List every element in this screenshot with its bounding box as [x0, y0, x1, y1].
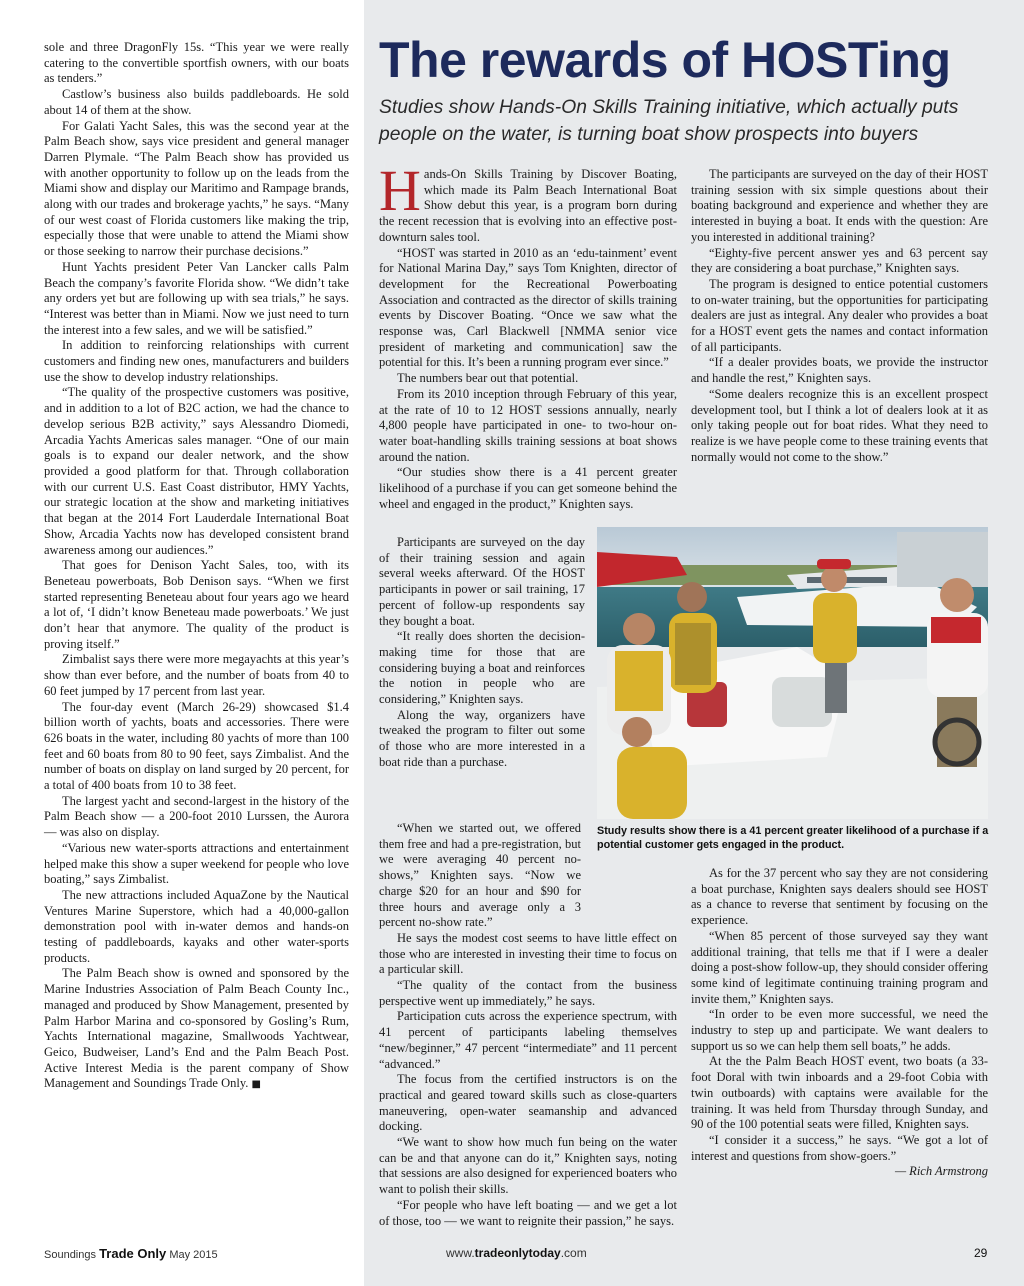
article-subtitle: Studies show Hands-On Skills Training initiative, which actually puts people on the water, is turning boat show prospects into buyers: [379, 97, 959, 145]
mid-paragraph: “HOST was started in 2010 as an ‘edu-tainment’ event for National Marina Day,” says Tom Knighten, director of development for the Recreational Powerboating Association and contracted as the director of skills training events by Discover Boating. “Once we saw what the response was, Carl Blackwell [NMMA senior vice president of marketing and communication] saw the potential for this. It’s been a running program ever since.”: [379, 245, 677, 370]
left-paragraph: Zimbalist says there were more megayachts at this year’s show than ever before, and the number of boats from 40 to 60 feet jumped by 17 percent from last year.: [44, 652, 349, 698]
mid-bottom-paragraph: “The quality of the contact from the business perspective went up immediately,” he says.: [379, 978, 677, 1008]
right-bottom-paragraph: “When 85 percent of those surveyed say they want additional training, that tells me that if I were a dealer doing a post-show follow-up, they should consider offering some kind of legitimate continuing training program and invite them,” Knighten says.: [691, 928, 988, 1006]
mid-narrow-paragraph: Along the way, organizers have tweaked the program to filter out some of those who are more interested in a boat ride than a purchase.: [379, 707, 585, 769]
page-number: 29: [974, 1246, 988, 1260]
first-paragraph-text: ands-On Skills Training by Discover Boating, which made its Palm Beach International Boat Show debut this year, is a program born during the recent recession that is evolving into an effective post-downturn sales tool.: [379, 167, 677, 244]
right-bottom-paragraph: “In order to be even more successful, we need the industry to step up and participate. We want dealers to support us so we can help them sell boats,” he adds.: [691, 1007, 988, 1053]
first-paragraph: [379, 158, 677, 246]
footer-url[interactable]: [446, 1246, 587, 1260]
left-paragraph: Hunt Yachts president Peter Van Lancker calls Palm Beach the company’s favorite Florida show. “We didn’t take any orders yet but are following up with sea trials,” he says. “Interest was better than in Miami. Now we just need to turn the interest into a few sales, and we will be satisfied.”: [44, 259, 349, 337]
footer-issue: May 2015: [169, 1249, 218, 1261]
right-paragraph: The program is designed to entice potential customers to on-water training, but the opportunities for participating dealers are just as integral. Any dealer who provides a boat for a HOST event gets the names and contact information of all participants.: [691, 276, 988, 354]
end-mark-icon: ■: [251, 1079, 261, 1091]
article-column-middle-narrow: [379, 535, 585, 771]
footer-publication: [44, 1246, 218, 1261]
left-paragraph: sole and three DragonFly 15s. “This year we were really catering to the convertible sportfish owners, with our boats as tenders.”: [44, 40, 349, 86]
right-paragraph: “Eighty-five percent answer yes and 63 percent say they are considering a boat purchase,” Knighten says.: [691, 245, 988, 276]
article-title: The rewards of HOSTing: [379, 32, 951, 88]
left-paragraph: For Galati Yacht Sales, this was the second year at the Palm Beach show, says vice president and general manager Darren Plymale. “The Palm Beach show has provided us with another opportunity to follow up on the leads from the Miami show and display our Maritimo and Rampage brands, along with our trades and brokerage yachts,” he says. “Many of our west coast of Florida customers like making the trip, especially those that were unable to attend the Miami show or those seeking to narrow their purchase decisions.”: [44, 118, 349, 259]
article-column-right: [691, 167, 988, 465]
boat-training-photo: [597, 527, 988, 819]
left-paragraph: The largest yacht and second-largest in the history of the Palm Beach show — a 200-foot 2010 Lurssen, the Aurora — was also on display.: [44, 793, 349, 840]
mid-bottom-paragraph: “We want to show how much fun being on the water can be and that anyone can do it,” Knighten says, noting that sessions are also designed for experienced boaters who want to polish their skills.: [379, 1135, 677, 1197]
article-column-right-bottom: [691, 866, 988, 1180]
mid-bottom-paragraph: “When we started out, we offered them free and had a pre-registration, but we were averaging 40 percent no-shows,” Knighten says. “Now we charge $20 for an hour and $90 for three hours and average only a 3 percent no-show rate.”: [379, 821, 581, 930]
left-paragraph: “The quality of the prospective customers was positive, and in addition to a lot of B2C action, we had the chance to develop serious B2B activity,” says Alessandro Diomedi, Arcadia Yachts Americas sales manager. “One of our main goals is to expand our dealer network, and the show provided a good platform for that. Through collaboration with our current U.S. East Coast distributor, HMY Yachts, our strategic location at the show and marketing initiatives that began at the 2014 Fort Lauderdale International Boat Show, Arcadia Yachts now has developed consistent brand awareness among our audiences.”: [44, 385, 349, 557]
footer-brand: Trade Only: [99, 1246, 167, 1261]
footer-url-domain: tradeonlytoday: [474, 1246, 561, 1260]
photo-caption: Study results show there is a 41 percent greater likelihood of a purchase if a potential customer gets engaged in the product.: [597, 825, 989, 851]
author-signature: — Rich Armstrong: [894, 1164, 988, 1179]
article-photo: [597, 527, 988, 819]
mid-paragraph: “Our studies show there is a 41 percent greater likelihood of a purchase if you can get someone behind the wheel and engaged in the product,” Knighten says.: [379, 465, 677, 511]
article-column-middle: [379, 158, 677, 512]
right-paragraph: “Some dealers recognize this is an excellent prospect development tool, but I think a lot of dealers look at it as only taking people out for boat rides. What they need to realize is we have people come to these training events that normally would not come to the show.”: [691, 386, 988, 464]
mid-bottom-paragraph: Participation cuts across the experience spectrum, with 41 percent of participants labeling themselves “new/beginner,” 47 percent “intermediate” and 11 percent “advanced.”: [379, 1009, 677, 1071]
footer-url-suffix: .com: [560, 1246, 587, 1260]
mid-narrow-paragraph: Participants are surveyed on the day of their training session and again several weeks afterward. Of the HOST participants in power or sail training, 17 percent of follow-up respondents say they bought a boat.: [379, 535, 585, 628]
last-paragraph-text: The Palm Beach show is owned and sponsored by the Marine Industries Association of Palm Beach County Inc., managed and produced by Show Management, presented by Palm Harbor Marina and co-sponsored by Gosling’s Rum, Yachts International magazine, Smallwoods Yachtwear, Geico, Budweiser, Land’s End and the Palm Beach Post. Active Interest Media is the parent company of Show Management and Soundings Trade Only.: [44, 966, 349, 1091]
mid-bottom-paragraph: The focus from the certified instructors is on the practical and geared toward skills such as close-quarters maneuvering, open-water seamanship and advanced docking.: [379, 1072, 677, 1134]
footer-publication-name: Soundings: [44, 1249, 96, 1261]
mid-paragraph: From its 2010 inception through February of this year, at the rate of 10 to 12 HOST sessions annually, nearly 4,800 people have participated in one- to two-hour on-water boat-handling skills training sessions at boat shows around the nation.: [379, 386, 677, 464]
left-paragraph: In addition to reinforcing relationships with current customers and finding new ones, manufacturers and builders use the show to develop industry relationships.: [44, 338, 349, 384]
left-paragraph: Castlow’s business also builds paddleboards. He sold about 14 of them at the show.: [44, 87, 349, 117]
right-paragraph: The participants are surveyed on the day of their HOST training session with six simple questions about their boating background and experience and whether they are interested in buying a boat. It ends with the question: Are you interested in additional training?: [691, 167, 988, 244]
left-paragraph: The four-day event (March 26-29) showcased $1.4 billion worth of yachts, boats and accessories. There were 626 boats in the water, including 80 yachts of more than 100 feet and 60 boats from 80 to 90 feet, says Zimbalist. And the number of boats on display on land surged by 20 percent, for a total of 400 boats from 10 to 38 feet.: [44, 699, 349, 793]
right-bottom-paragraph: “I consider it a success,” he says. “We got a lot of interest and questions from show-goers.”: [691, 1132, 988, 1163]
mid-bottom-paragraph: “For people who have left boating — and we get a lot of those, too — we want to reignite their passion,” he says.: [379, 1197, 677, 1228]
mid-narrow-paragraph: “It really does shorten the decision-making time for those that are considering buying a boat and reinforces the notion in people who are considering,” Knighten says.: [379, 629, 585, 707]
right-paragraph: “If a dealer provides boats, we provide the instructor and handle the rest,” Knighten says.: [691, 355, 988, 386]
right-bottom-paragraph: As for the 37 percent who say they are not considering a boat purchase, Knighten says dealers should see HOST as a chance to reverse that sentiment by focusing on the experience.: [691, 866, 988, 928]
article-column-middle-bottom: [379, 821, 677, 1229]
left-paragraph: The new attractions included AquaZone by the Nautical Ventures Marine Superstore, which had a 40,000-gallon demonstration pool with in-water demos and hands-on testing of paddleboards, kayaks and other water-sports products.: [44, 887, 349, 965]
mid-bottom-paragraph: He says the modest cost seems to have little effect on those who are interested in investing their time to focus on a particular skill.: [379, 930, 677, 977]
left-column-continuation: [44, 40, 349, 1093]
footer-url-prefix: www.: [446, 1246, 475, 1260]
mid-paragraph: The numbers bear out that potential.: [397, 371, 579, 386]
left-paragraph-last: [44, 966, 349, 1093]
left-paragraph: That goes for Denison Yacht Sales, too, with its Beneteau powerboats, Bob Denison says. “When we first started representing Beneteau about four years ago we heard a lot of, ‘I didn’t know Beneteau made powerboats.’ We just don’t hear that anymore. The quality of the product is proving itself.”: [44, 558, 349, 651]
right-bottom-paragraph: At the the Palm Beach HOST event, two boats (a 33-foot Doral with twin inboards and a 29-foot Cobia with twin outboards) with captains were available for the training. It was held from Thursday through Sunday, and 90 of the 100 potential seats were filled, Knighten says.: [691, 1054, 988, 1132]
left-paragraph: “Various new water-sports attractions and entertainment helped make this show a super weekend for people who love boating,” says Zimbalist.: [44, 840, 349, 887]
drop-cap: H: [379, 158, 421, 223]
